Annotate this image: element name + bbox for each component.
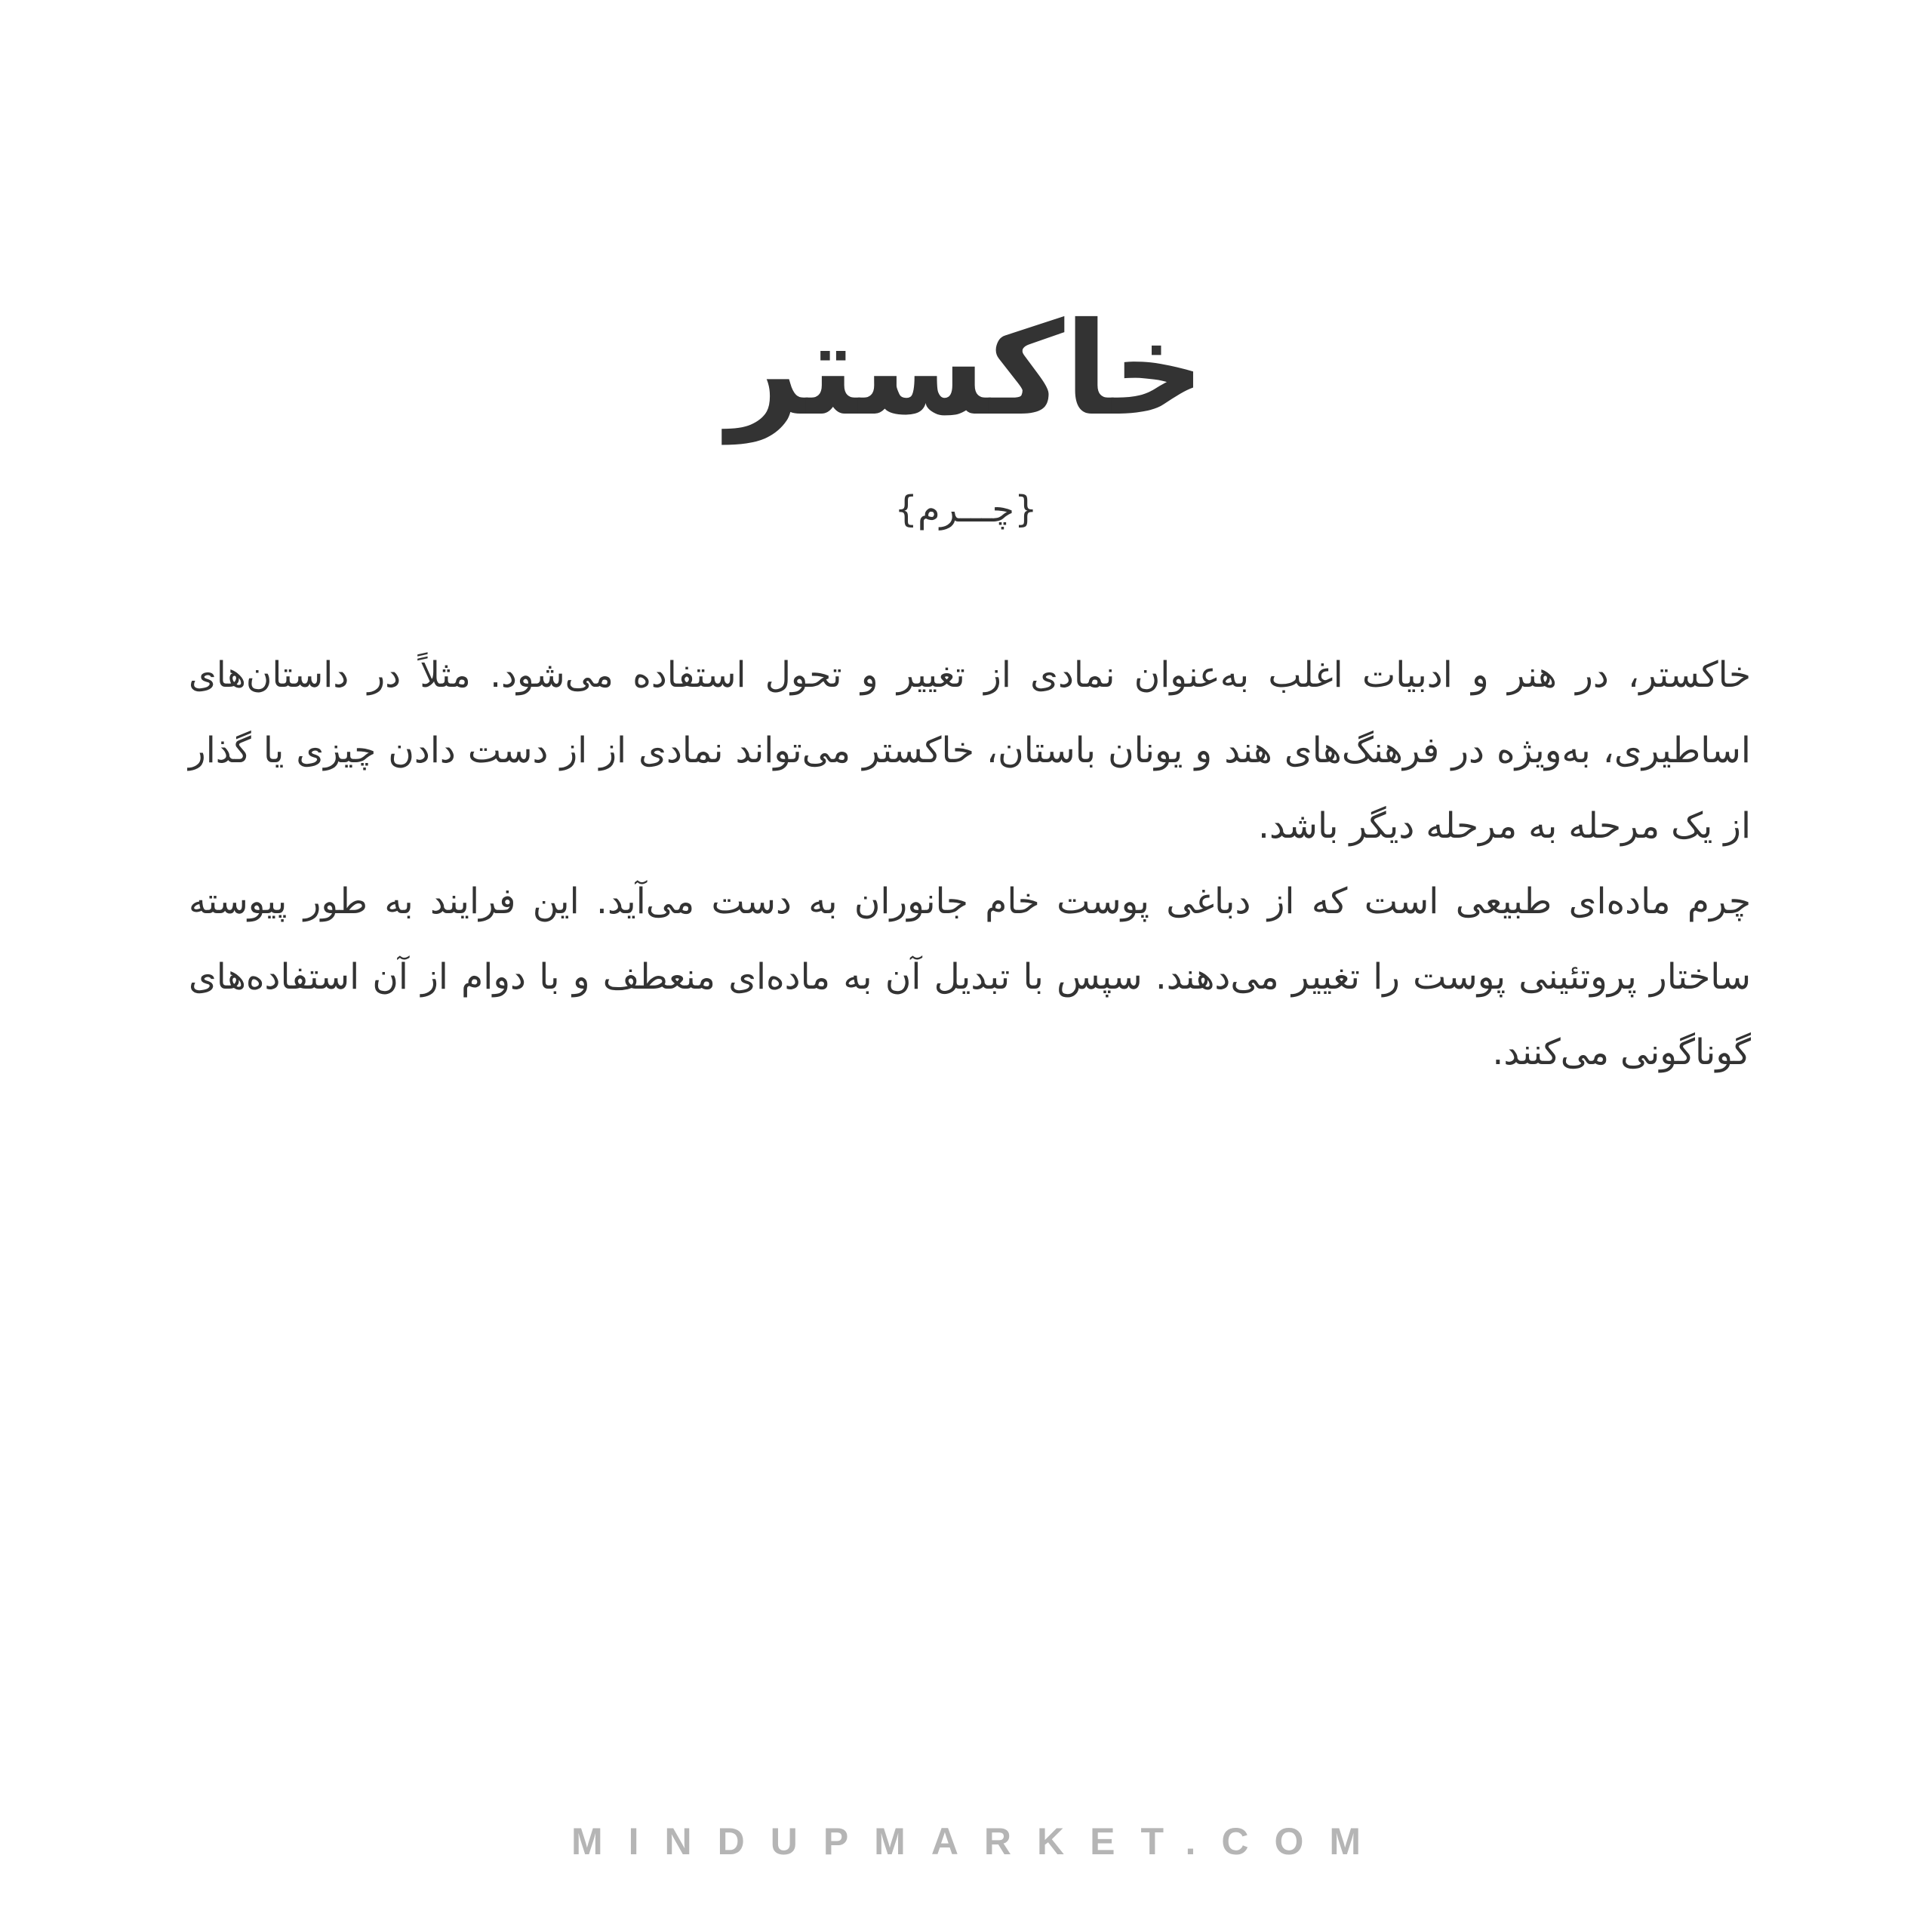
page-title: خاکستر <box>727 295 1205 445</box>
body-text <box>189 638 1751 1091</box>
paragraph-ash: خاکستر، در هنر و ادبیات اغلب به‌عنوان نمادی از تغییر و تحول استفاده می‌شود. مثلاً در داستان‌های اساطیری، به‌ویژه در فرهنگ‌های هند و یونان باستان، خاکستر می‌تواند نمادی از از دست دادن چیزی یا گذار از یک مرحله به مرحله دیگر باشد. <box>189 654 1751 847</box>
paragraph-leather: چرم ماده‌ای طبیعی است که از دباغی پوست خام جانوران به دست می‌آید. این فرایند به طور پیوسته ساختار پروتئینی پوست را تغییر می‌دهند. سپس با تبدیل آن به ماده‌ای منعطف و با دوام از آن استفاده‌های گوناگونی می‌کنند. <box>189 881 1751 1073</box>
subtitle: {چـــرم} <box>894 488 1038 531</box>
footer-brand: MINDUPMARKET.COM <box>571 1820 1387 1863</box>
